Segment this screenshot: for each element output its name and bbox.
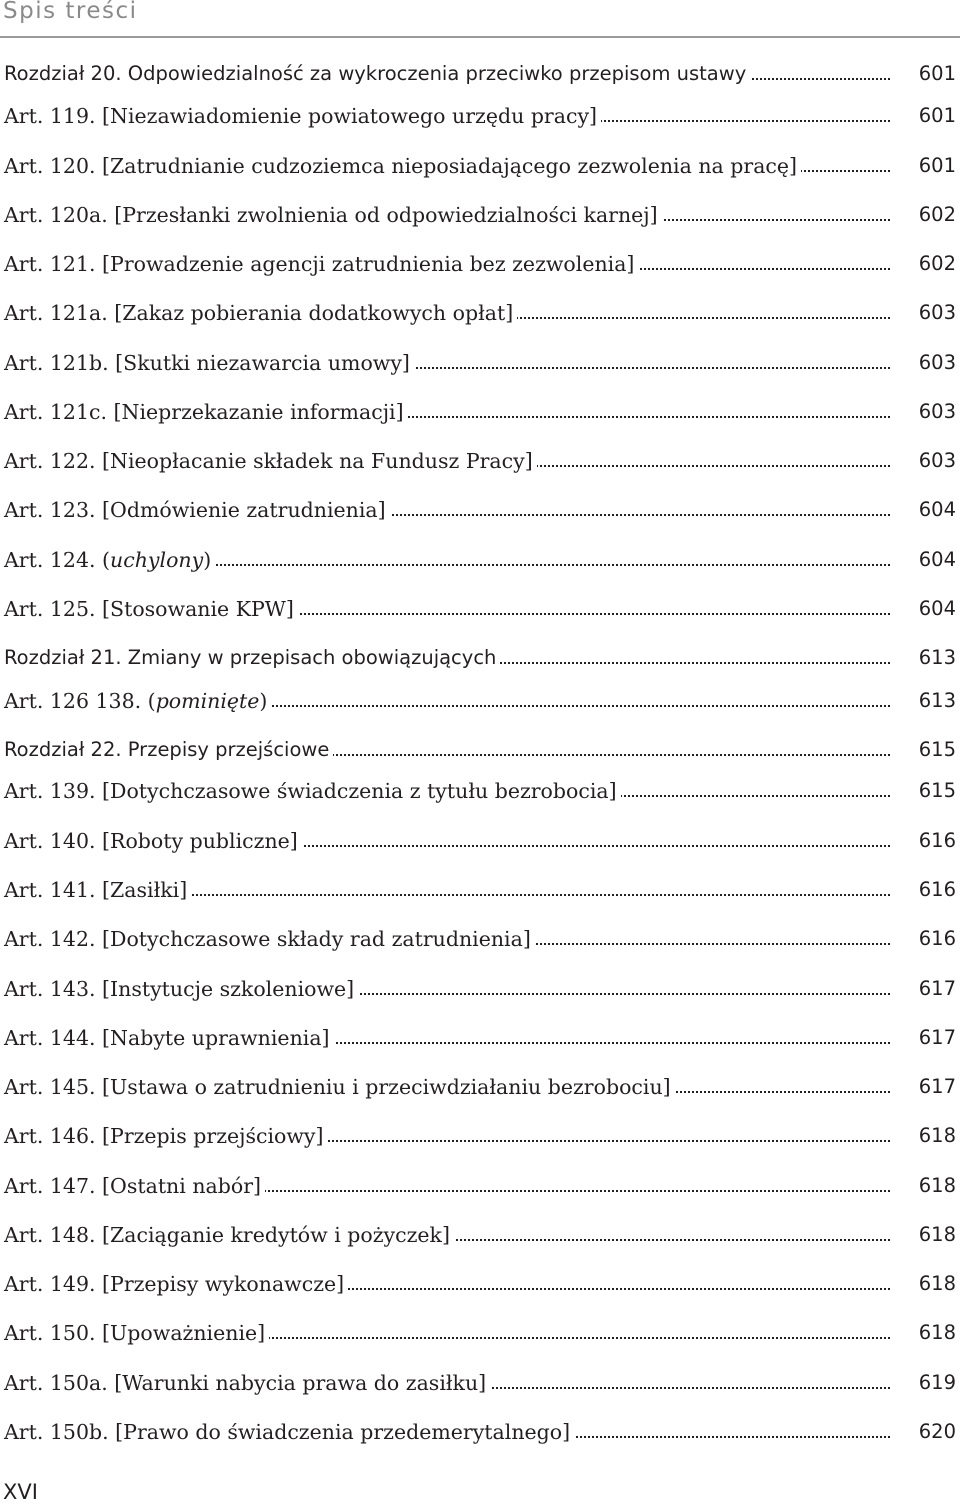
toc-page-number: 601 (918, 104, 956, 127)
toc-page-number: 604 (918, 597, 956, 620)
toc-article-entry[interactable] (0, 1170, 960, 1202)
toc-article-entry[interactable] (0, 1268, 960, 1300)
toc-article-entry[interactable] (0, 593, 960, 625)
toc-article-entry[interactable] (0, 100, 960, 132)
toc-article-entry[interactable] (0, 1416, 960, 1448)
toc-article-entry[interactable] (0, 347, 960, 379)
title-italic: pominięte (155, 689, 260, 713)
toc-page-number: 618 (918, 1272, 956, 1295)
toc-entry-title: Rozdział 21. Zmiany w przepisach obowiązujących (4, 642, 500, 674)
title-suffix: ) (259, 689, 268, 713)
header-divider (0, 36, 960, 38)
title-suffix: ) (203, 548, 212, 572)
toc-chapter-entry[interactable] (0, 642, 960, 674)
toc-entry-title: Art. 150a. [Warunki nabycia prawa do zasiłku] (4, 1367, 490, 1399)
toc-article-entry[interactable] (0, 1219, 960, 1251)
toc-page-number: 617 (918, 1075, 956, 1098)
toc-page-number: 602 (918, 252, 956, 275)
toc-page-number: 603 (918, 449, 956, 472)
toc-page-number: 615 (918, 779, 956, 802)
toc-article-entry[interactable] (0, 396, 960, 428)
title-italic: uchylony (110, 548, 204, 572)
toc-page-number: 604 (918, 548, 956, 571)
toc-entry-title: Art. 149. [Przepisy wykonawcze] (4, 1268, 348, 1300)
toc-article-entry[interactable] (0, 544, 960, 576)
toc-page-number: 604 (918, 498, 956, 521)
toc-entry-title (4, 544, 215, 576)
toc-article-entry[interactable] (0, 874, 960, 906)
title-prefix: Art. 124. ( (4, 548, 111, 572)
toc-article-entry[interactable] (0, 973, 960, 1005)
toc-page-number: 619 (918, 1371, 956, 1394)
toc-page-number: 620 (918, 1420, 956, 1443)
toc-entry-title: Art. 145. [Ustawa o zatrudnieniu i przeciwdziałaniu bezrobociu] (4, 1071, 675, 1103)
toc-entry-title: Art. 139. [Dotychczasowe świadczenia z tytułu bezrobocia] (4, 775, 621, 807)
toc-entry-title: Art. 119. [Niezawiadomienie powiatowego urzędu pracy] (4, 100, 601, 132)
toc-article-entry[interactable] (0, 199, 960, 231)
toc-entry-title: Art. 141. [Zasiłki] (4, 874, 191, 906)
toc-entry-title: Art. 121a. [Zakaz pobierania dodatkowych opłat] (4, 297, 517, 329)
toc-entry-title: Art. 143. [Instytucje szkoleniowe] (4, 973, 358, 1005)
toc-article-entry[interactable] (0, 297, 960, 329)
toc-entry-title: Art. 121. [Prowadzenie agencji zatrudnienia bez zezwolenia] (4, 248, 638, 280)
toc-article-entry[interactable] (0, 150, 960, 182)
toc-entry-title: Art. 144. [Nabyte uprawnienia] (4, 1022, 334, 1054)
toc-entry-title: Art. 146. [Przepis przejściowy] (4, 1120, 328, 1152)
toc-page-number: 613 (918, 646, 956, 669)
title-prefix: Art. 126 138. ( (4, 689, 156, 713)
toc-entry-title: Art. 148. [Zaciąganie kredytów i pożyczek] (4, 1219, 454, 1251)
page-title: Spis treści (3, 0, 138, 24)
toc-page-number: 618 (918, 1223, 956, 1246)
toc-page-number: 618 (918, 1174, 956, 1197)
toc-page-number: 616 (918, 927, 956, 950)
toc-entry-title: Rozdział 22. Przepisy przejściowe (4, 734, 333, 766)
toc-page-number: 615 (918, 738, 956, 761)
toc-entry-title: Art. 140. [Roboty publiczne] (4, 825, 302, 857)
toc-page-number: 613 (918, 689, 956, 712)
toc-article-entry[interactable] (0, 1367, 960, 1399)
toc-article-entry[interactable] (0, 923, 960, 955)
toc-entry-title: Art. 150b. [Prawo do świadczenia przedemerytalnego] (4, 1416, 574, 1448)
toc-entry-title: Rozdział 20. Odpowiedzialność za wykroczenia przeciwko przepisom ustawy (4, 58, 750, 90)
toc-article-entry[interactable] (0, 1120, 960, 1152)
toc-page-number: 618 (918, 1321, 956, 1344)
toc-entry-title (4, 685, 271, 717)
toc-chapter-entry[interactable] (0, 734, 960, 766)
toc-entry-title: Art. 147. [Ostatni nabór] (4, 1170, 265, 1202)
page-header (0, 0, 960, 42)
toc-entry-title: Art. 121b. [Skutki niezawarcia umowy] (4, 347, 414, 379)
toc-page-number: 603 (918, 301, 956, 324)
toc-page-number: 601 (918, 154, 956, 177)
toc-article-entry[interactable] (0, 685, 960, 717)
page-number: XVI (3, 1480, 38, 1504)
toc-page-number: 616 (918, 878, 956, 901)
toc-article-entry[interactable] (0, 1317, 960, 1349)
toc-page-number: 603 (918, 351, 956, 374)
toc-article-entry[interactable] (0, 1071, 960, 1103)
toc-article-entry[interactable] (0, 775, 960, 807)
toc-page-number: 617 (918, 977, 956, 1000)
toc-article-entry[interactable] (0, 445, 960, 477)
toc-page-number: 616 (918, 829, 956, 852)
toc-article-entry[interactable] (0, 494, 960, 526)
toc-page-number: 618 (918, 1124, 956, 1147)
toc-article-entry[interactable] (0, 248, 960, 280)
toc-entry-title: Art. 142. [Dotychczasowe składy rad zatrudnienia] (4, 923, 535, 955)
toc-entry-title: Art. 150. [Upoważnienie] (4, 1317, 269, 1349)
toc-entry-title: Art. 121c. [Nieprzekazanie informacji] (4, 396, 408, 428)
toc-entry-title: Art. 120a. [Przesłanki zwolnienia od odpowiedzialności karnej] (4, 199, 662, 231)
toc-page-number: 601 (918, 62, 956, 85)
toc-page-number: 617 (918, 1026, 956, 1049)
toc-page-number: 603 (918, 400, 956, 423)
toc-chapter-entry[interactable] (0, 58, 960, 90)
toc-article-entry[interactable] (0, 1022, 960, 1054)
toc-entry-title: Art. 122. [Nieopłacanie składek na Fundusz Pracy] (4, 445, 537, 477)
toc-page-number: 602 (918, 203, 956, 226)
toc-entry-title: Art. 123. [Odmówienie zatrudnienia] (4, 494, 390, 526)
toc-entry-title: Art. 125. [Stosowanie KPW] (4, 593, 298, 625)
toc-entry-title: Art. 120. [Zatrudnianie cudzoziemca nieposiadającego zezwolenia na pracę] (4, 150, 801, 182)
toc-article-entry[interactable] (0, 825, 960, 857)
